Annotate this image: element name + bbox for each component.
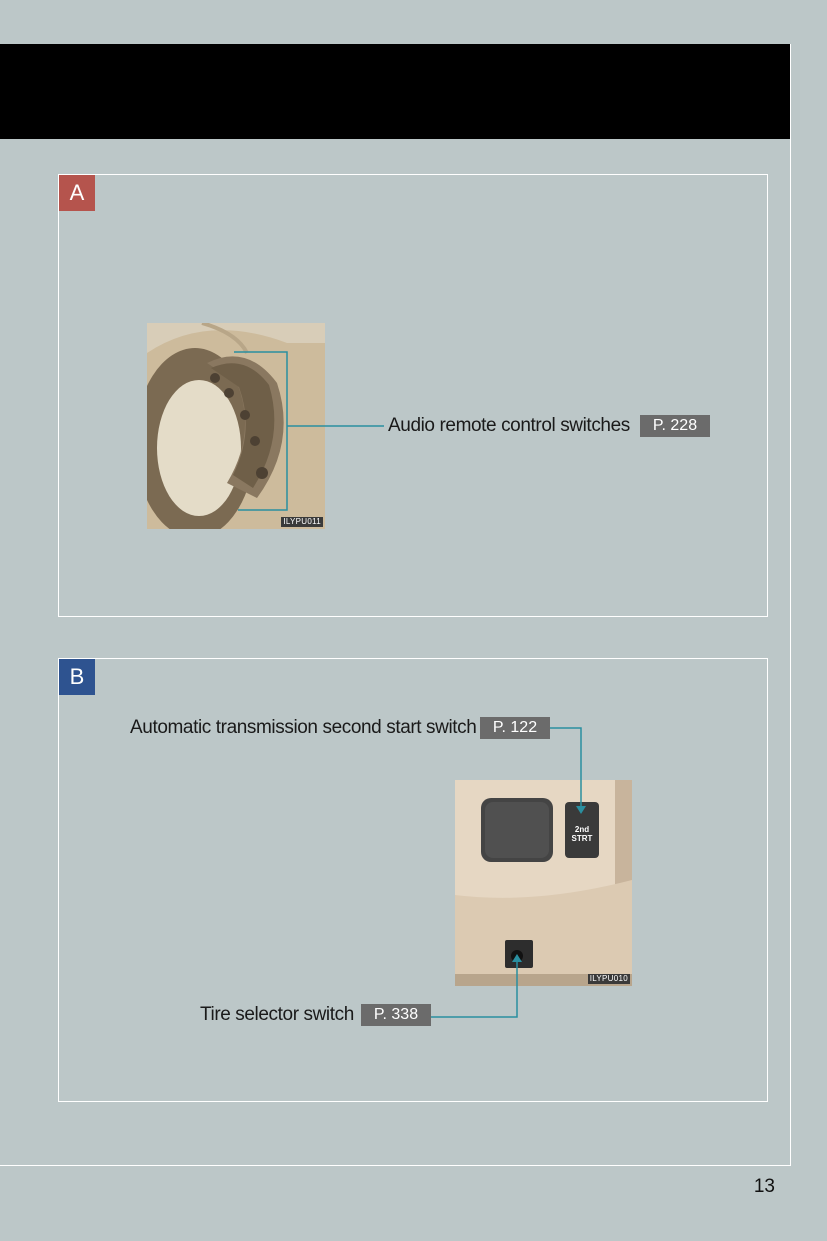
dashboard-illustration (455, 780, 632, 986)
callout-audio-remote: Audio remote control switches (388, 415, 630, 436)
second-start-button-text-a: 2nd (574, 825, 590, 834)
page-ref-second-start[interactable]: P. 122 (480, 717, 550, 739)
section-badge-a: A (59, 175, 95, 211)
photo-code: ILYPU011 (283, 517, 321, 526)
dashboard-photo (455, 780, 632, 986)
section-badge-b: B (59, 659, 95, 695)
second-start-button-text-b: STRT (571, 834, 593, 843)
photo-code: ILYPU010 (589, 974, 628, 983)
steering-wheel-illustration (147, 323, 325, 529)
page-ref-audio-remote[interactable]: P. 228 (640, 415, 710, 437)
page-number: 13 (753, 1176, 775, 1197)
callout-tire-selector: Tire selector switch (200, 1004, 354, 1025)
page-ref-tire-selector[interactable]: P. 338 (361, 1004, 431, 1026)
steering-wheel-photo (147, 323, 325, 529)
callout-second-start: Automatic transmission second start switch (130, 717, 477, 738)
